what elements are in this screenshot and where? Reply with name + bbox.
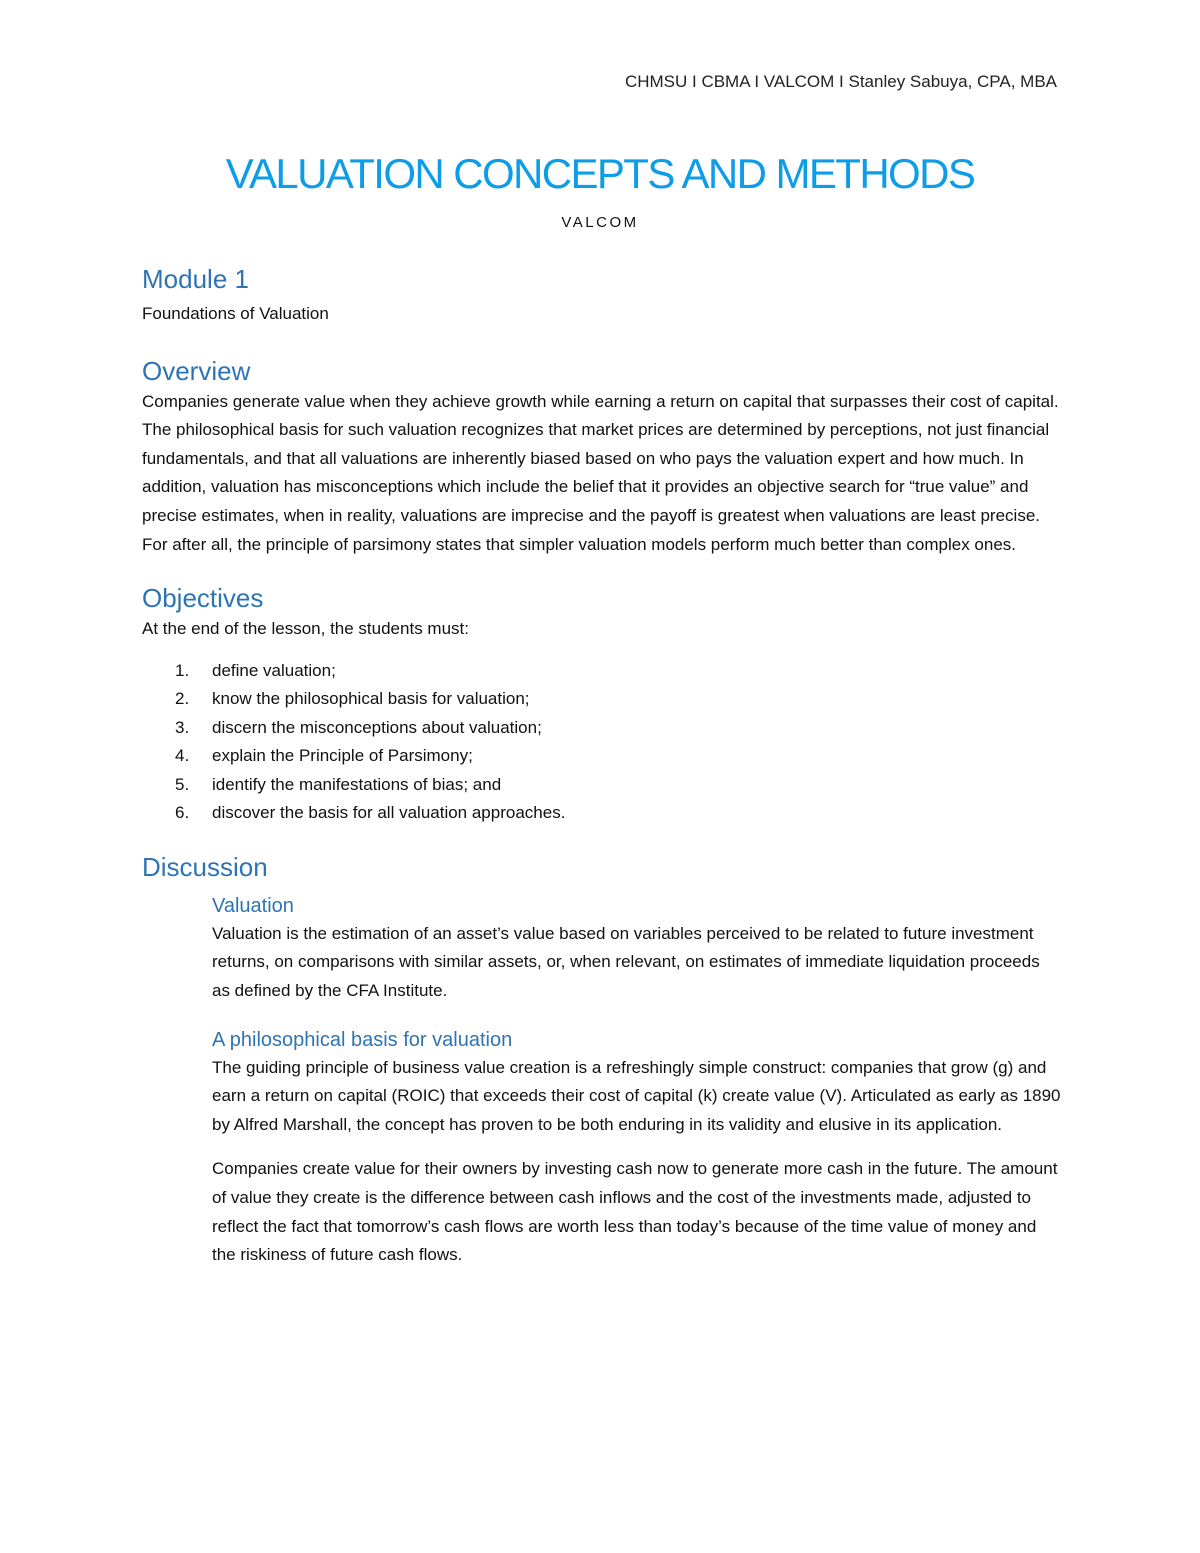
list-text: know the philosophical basis for valuation; [212,689,530,709]
objectives-list [142,657,1062,828]
valuation-subheading: Valuation [212,894,294,917]
page-header: CHMSU I CBMA I VALCOM I Stanley Sabuya, CPA, MBA [624,72,1057,91]
list-number: 6. [175,803,190,823]
document-subtitle: VALCOM [561,214,639,231]
discussion-heading: Discussion [142,851,268,882]
philosophical-paragraph-2: Companies create value for their owners by investing cash now to generate more cash in the future. The amount of value they create is the difference between cash inflows and the cost of the investments made, adjusted to reflect the fact that tomorrow’s cash flows are worth less than today’s because of the time value of money and the riskiness of future cash flows. [212,1159,1058,1265]
module-subtitle: Foundations of Valuation [142,304,329,323]
list-number: 3. [175,717,190,737]
objectives-heading: Objectives [142,583,264,614]
philosophical-subheading: A philosophical basis for valuation [212,1028,513,1051]
list-item [142,657,1062,686]
list-number: 4. [175,746,190,766]
list-text: explain the Principle of Parsimony; [212,746,473,766]
list-item [142,771,1062,800]
discussion-section [212,892,1062,1270]
overview-heading: Overview [142,355,251,386]
list-item [142,685,1062,714]
module-heading: Module 1 [142,264,249,294]
list-item [142,714,1062,743]
list-text: discern the misconceptions about valuation; [212,717,542,737]
document-title: VALUATION CONCEPTS AND METHODS [225,150,975,197]
list-text: identify the manifestations of bias; and [212,774,502,794]
list-item [142,742,1062,771]
list-item [142,799,1062,828]
list-text: discover the basis for all valuation approaches. [212,803,566,823]
document-body [142,262,1062,1270]
list-number: 5. [175,774,190,794]
philosophical-paragraph-1: The guiding principle of business value creation is a refreshingly simple construct: companies that grow (g) and earn a return on capital (ROIC) that exceeds their cost of capital (k) create value (V). Articulated as early as 1890 by Alfred Marshall, the concept has proven to be both enduring in its validity and elusive in its application. [212,1057,1061,1134]
valuation-text: Valuation is the estimation of an asset’s value based on variables perceived to be related to future investment returns, on comparisons with similar assets, or, when relevant, on estimates of immediate liquidation proceeds as defined by the CFA Institute. [212,923,1040,1000]
overview-text: Companies generate value when they achieve growth while earning a return on capital that surpasses their cost of capital. The philosophical basis for such valuation recognizes that market prices are determined by perceptions, not just financial fundamentals, and that all valuations are inherently biased based on who pays the valuation expert and how much. In addition, valuation has misconceptions which include the belief that it provides an objective search for “true value” and precise estimates, when in reality, valuations are imprecise and the payoff is greatest when valuations are least precise. For after all, the principle of parsimony states that simpler valuation models perform much better than complex ones. [142,391,1059,554]
objectives-intro: At the end of the lesson, the students must: [142,619,469,639]
list-number: 1. [175,660,190,680]
list-text: define valuation; [212,660,336,680]
list-number: 2. [175,689,190,709]
